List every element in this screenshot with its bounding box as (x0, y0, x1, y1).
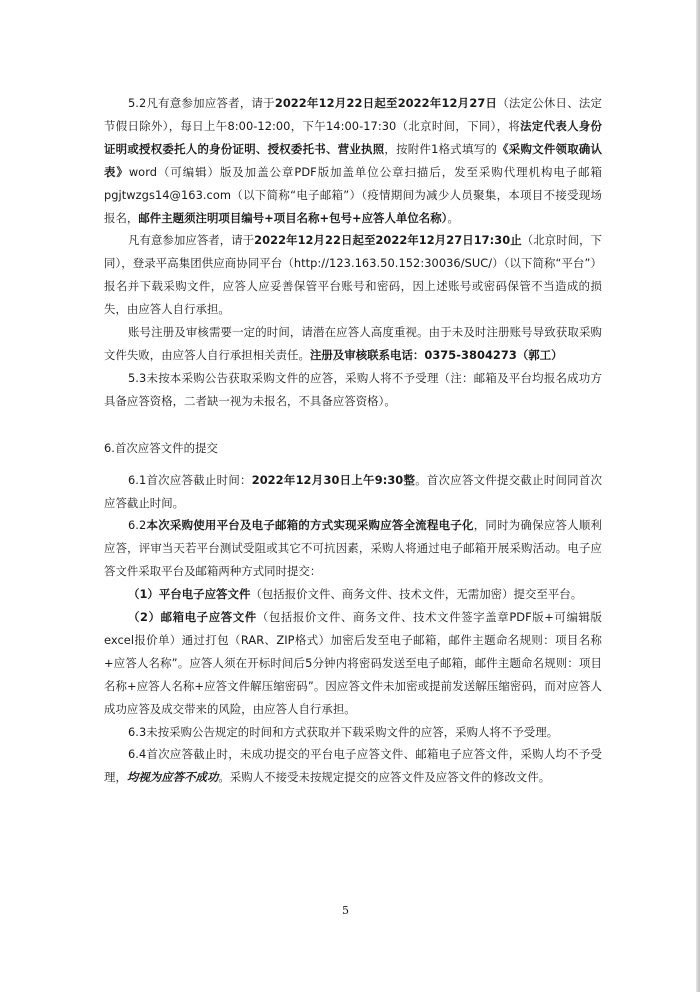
page-number: 5 (342, 904, 349, 917)
section-heading-6: 6.首次应答文件的提交 (104, 440, 218, 455)
paragraph-registration-notice: 账号注册及审核需要一定的时间，请潜在应答人高度重视。由于未及时注册账号导致获取采购文件失败，由应答人自行承担相关责任。注册及审核联系电话：0375-3804273（郭工） (104, 325, 602, 362)
paragraph-6-2: 6.2本次采购使用平台及电子邮箱的方式实现采购应答全流程电子化，同时为确保应答人顺利应答，评审当天若平台测试受阻或其它不可抗因素，采购人将通过电子邮箱开展采购活动。电子应答文件采取平台及邮箱两种方式同时提交： (104, 518, 602, 579)
paragraph-5-3: 5.3未按本采购公告获取采购文件的应答，采购人将不予受理（注：邮箱及平台均报名成功方具备应答资格，二者缺一视为未报名，不具备应答资格）。 (104, 370, 602, 408)
paragraph-6-2-1: （1）平台电子应答文件（包括报价文件、商务文件、技术文件，无需加密）提交至平台。 (128, 587, 583, 602)
paragraph-6-2-2: （2）邮箱电子应答文件（包括报价文件、商务文件、技术文件签字盖章PDF版+可编辑版excel报价单）通过打包（RAR、ZIP格式）加密后发至电子邮箱，邮件主题命名规则：项目名称+应答人名称”。应答人须在开标时间后5分钟内将密码发送至电子邮箱，邮件主题命名规则：项目名称+应答人名称+应答文件解压缩密码”。因应答文件未加密或提前发送解压缩密码，而对应答人成功应答及成交带来的风险，由应答人自行承担。 (104, 610, 602, 716)
paragraph-6-1: 6.1首次应答截止时间：2022年12月30日上午9:30整。首次应答文件提交截止时间同首次应答截止时间。 (104, 472, 603, 510)
paragraph-6-3: 6.3未按采购公告规定的时间和方式获取并下载采购文件的应答，采购人将不予受理。 (128, 724, 559, 739)
paragraph-6-4: 6.4首次应答截止时，未成功提交的平台电子应答文件、邮箱电子应答文件，采购人均不予受理，均视为应答不成功。采购人不接受未按规定提交的应答文件及应答文件的修改文件。 (104, 747, 602, 785)
paragraph-5-2-platform: 凡有意参加应答者，请于2022年12月22日起至2022年12月27日17:30止（北京时间，下同），登录平高集团供应商协同平台（http://123.163.50.152:30036/SUC/）（以下简称“平台”）报名并下载采购文件，应答人应妥善保管平台账号和密码，因上述账号或密码保管不当造成的损失，由应答人自行承担。 (104, 233, 602, 317)
paragraph-5-2-email: 5.2凡有意参加应答者，请于2022年12月22日起至2022年12月27日（法定公休日、法定节假日除外），每日上午8:00-12:00，下午14:00-17:30（北京时间，下同），将法定代表人身份证明或授权委托人的身份证明、授权委托书、营业执照，按附件1格式填写的《采购文件领取确认表》word（可编辑）版及加盖公章PDF版加盖单位公章扫描后，发至采购代理机构电子邮箱pgjtwzgs14@163.com（以下简称“电子邮箱”）（疫情期间为减少人员聚集，本项目不接受现场报名，邮件主题须注明项目编号+项目名称+包号+应答人单位名称）。 (104, 96, 603, 225)
document-body (104, 92, 602, 789)
page-edge-shadow (696, 0, 700, 992)
